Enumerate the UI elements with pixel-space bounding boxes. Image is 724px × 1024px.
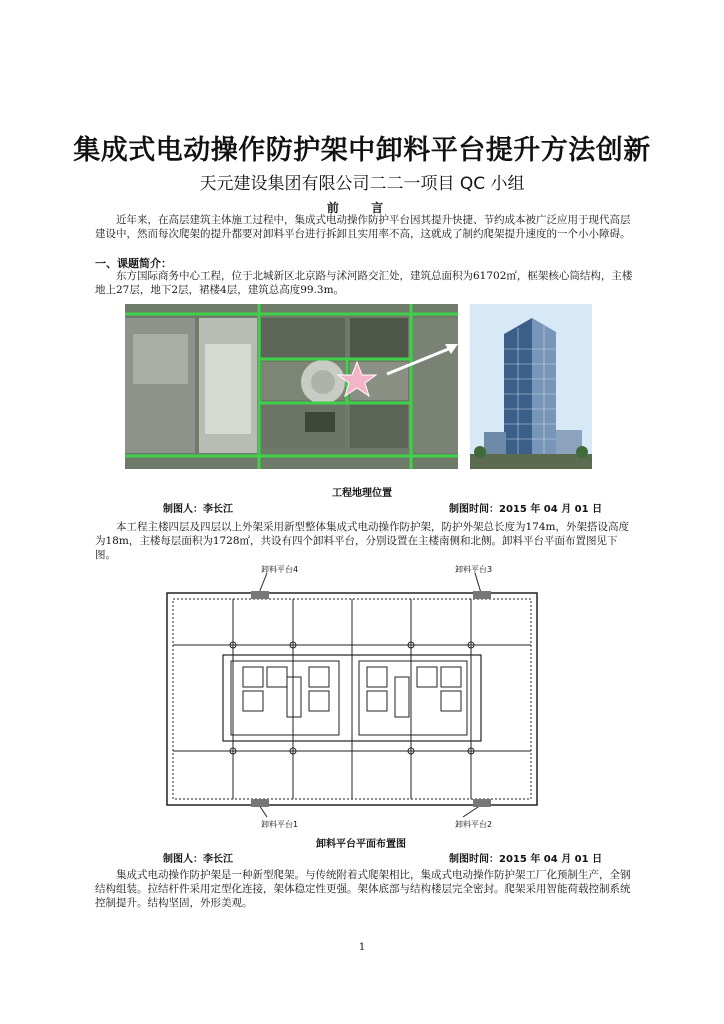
figure2-drawer: 制图人：李长江 (163, 854, 233, 865)
figure2-date: 制图时间：2015 年 04 月 01 日 (449, 854, 603, 865)
foreword-paragraph: 近年来，在高层建筑主体施工过程中，集成式电动操作防护平台因其提升快捷、节约成本被广泛应用于现代高层建设中，然而每次爬架的提升都要对卸料平台进行拆卸且实用率不高，这就成了制约爬架提升速度的一个小小障碍。 (95, 214, 631, 240)
section1-paragraph: 东方国际商务中心工程，位于北城新区北京路与沭河路交汇处，建筑总面积为61702㎡，框架核心筒结构，主楼地上27层，地下2层，裙楼4层，建筑总高度99.3m。 (95, 270, 633, 296)
paragraph-2: 本工程主楼四层及四层以上外架采用新型整体集成式电动操作防护架，防护外架总长度为174m，外架搭设高度为18m，主楼每层面积为1728㎡，共设有四个卸料平台，分别设置在主楼南侧和北侧。卸料平台平面布置图见下图。 (95, 521, 629, 561)
plan-label-platform-4: 卸料平台4 (261, 565, 299, 574)
floor-plan-graphic (163, 565, 541, 830)
figure1-date: 制图时间：2015 年 04 月 01 日 (449, 504, 603, 515)
section1-heading: 一、课题简介： (95, 257, 172, 270)
site-map-image (125, 304, 458, 469)
document-subtitle: 天元建设集团有限公司二二一项目 QC 小组 (199, 174, 525, 194)
figure1-drawer: 制图人：李长江 (163, 504, 233, 515)
platform-layout-plan (163, 565, 541, 830)
figure1-caption: 工程地理位置 (332, 488, 392, 499)
paragraph-3: 集成式电动操作防护架是一种新型爬架。与传统附着式爬架相比，集成式电动操作防护架工厂化预制生产，全钢结构组装。拉结杆件采用定型化连接，架体稳定性更强。架体底部与结构楼层完全密封。爬架采用智能荷载控制系统控制提升。结构坚固，外形美观。 (95, 869, 631, 909)
plan-label-platform-1: 卸料平台1 (261, 820, 299, 829)
foreword-heading: 前 言 (326, 201, 398, 215)
building-graphic (470, 304, 592, 469)
building-rendering-image (470, 304, 592, 469)
plan-label-platform-2: 卸料平台2 (455, 820, 493, 829)
figure2-caption: 卸料平台平面布置图 (316, 839, 406, 850)
plan-label-platform-3: 卸料平台3 (455, 565, 493, 574)
site-map-graphic (125, 304, 458, 469)
page-number: 1 (358, 942, 366, 953)
document-title: 集成式电动操作防护架中卸料平台提升方法创新 (73, 135, 651, 166)
